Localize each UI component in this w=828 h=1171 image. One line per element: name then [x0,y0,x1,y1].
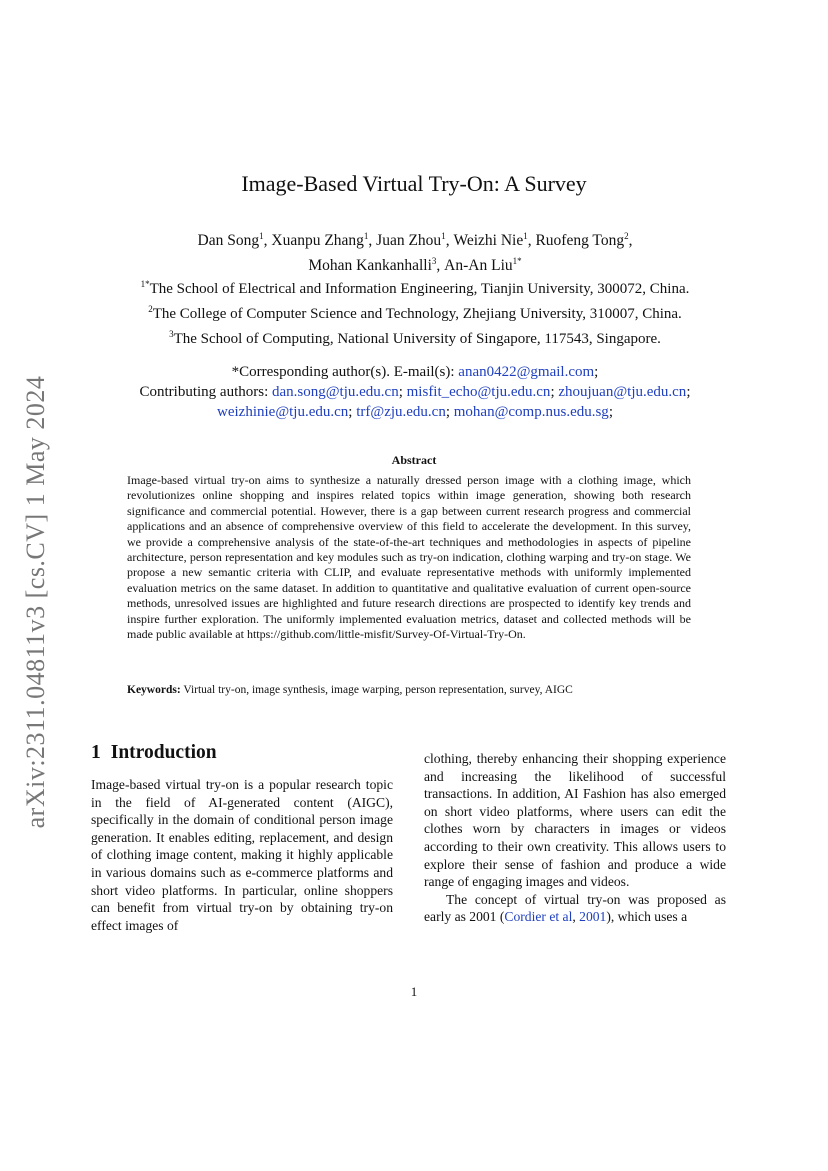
corresponding-email-link[interactable]: anan0422@gmail.com [458,364,595,380]
section-number: 1 [91,742,101,763]
section-heading [91,742,217,764]
affiliation [80,299,750,324]
keywords-label: Keywords: [127,684,181,696]
paragraph-text: The concept of virtual try-on was proposed as early as 2001 ( [424,891,726,925]
citation-separator: , [572,909,580,925]
author-name: An-An Liu [444,257,513,275]
affiliation-mark: 1* [140,279,150,289]
author: Xuanpu Zhang$^1$, [271,231,377,250]
section-title: Introduction [110,742,217,763]
author-name: Weizhi Nie [453,232,524,250]
author-name: Mohan Kankanhalli [308,257,432,275]
author: Mohan Kankanhalli$^3$, [308,256,445,275]
author-affiliation-mark: 1 [363,231,369,241]
contributing-label: Contributing authors: [139,384,269,400]
contributing-line: Contributing authors: dan.song@tju.edu.cn; misfit_echo@tju.edu.cn; zhoujuan@tju.edu.cn; [139,384,691,400]
affiliation-text: The School of Electrical and Information Engineering, Tianjin University, 300072, China. [149,281,690,297]
author-affiliation-mark: 1* [512,256,522,267]
correspondence-block [90,362,740,422]
affiliation [80,274,750,299]
affiliation-mark: 3 [169,329,174,339]
author-name: Dan Song [197,232,260,250]
affiliation-text: The School of Computing, National University of Singapore, 117543, Singapore. [173,331,661,347]
author [444,257,521,274]
author-affiliation-mark: 1 [259,231,264,241]
author: Dan Song$^1$, [197,231,272,250]
keywords-line [127,684,707,696]
arxiv-identifier-stamp [18,362,54,842]
body-paragraph: clothing, thereby enhancing their shopping experience and increasing the likelihood of successful transactions. In addition, AI Fashion has also emerged on short video platforms, where users can edit the clothes worn by characters in images or videos according to their own creativity. This allows users to explore their sense of fashion and produce a wide range of engaging images and videos. [424,751,726,890]
contributor-email-link[interactable]: trf@zju.edu.cn [356,404,446,420]
arxiv-identifier-text: arXiv:2311.04811v3 [cs.CV] 1 May 2024 [21,375,50,829]
affiliation-list [80,274,750,349]
author: Ruofeng Tong$^2$, [535,231,633,250]
affiliation-mark: 2 [148,304,153,314]
contributor-email-link[interactable]: dan.song@tju.edu.cn [272,384,399,400]
body-paragraph: Image-based virtual try-on is a popular research topic in the field of AI-generated content (AIGC), specifically in the domain of conditional person image generation. It enables editing, replacement, and design of clothing image content, making it highly applicable in various domains such as e-commerce platforms and short video platforms. In particular, online shoppers can benefit from virtual try-on by obtaining try-on effect images of [91,777,393,933]
contributor-email-link[interactable]: misfit_echo@tju.edu.cn [406,384,551,400]
author: Weizhi Nie$^1$, [453,231,536,250]
keywords-text: Virtual try-on, image synthesis, image warping, person representation, survey, AIGC [183,684,573,696]
abstract-text: Image-based virtual try-on aims to synthesize a naturally dressed person image with a clothing image, which revolutionizes online shopping and inspires related topics within image generation, showing both research significance and commercial potential. However, there is a gap between current research progress and commercial applications and an absence of comprehensive overview of this field to accelerate the development. In this survey, we provide a comprehensive analysis of the state-of-the-art techniques and methodologies in aspects of pipeline architecture, person representation and key modules such as try-on indication, clothing warping and try-on stage. We propose a new semantic criteria with CLIP, and evaluate representative methods with uniformly implemented evaluation metrics on the same dataset. In addition to quantitative and qualitative evaluation of current open-source methods, unresolved issues are highlighted and future research directions are prospected to identify key trends and inspire further exploration. The uniformly implemented evaluation metrics, dataset and collected methods will be made public available at https://github.com/little-misfit/Survey-Of-Virtual-Try-On. [127,473,691,642]
author-name: Juan Zhou [376,232,442,250]
body-column-right [424,750,726,926]
author-affiliation-mark: 1 [523,231,528,241]
author-name: Ruofeng Tong [535,232,625,250]
body-paragraph [424,891,726,926]
contributing-line: weizhinie@tju.edu.cn; trf@zju.edu.cn; mohan@comp.nus.edu.sg; [217,404,613,420]
author-affiliation-mark: 2 [624,231,629,241]
author-affiliation-mark: 3 [431,256,437,267]
contributor-email-link[interactable]: weizhinie@tju.edu.cn [217,404,349,420]
contributor-email-link[interactable]: mohan@comp.nus.edu.sg [453,404,609,420]
corresponding-line: *Corresponding author(s). E-mail(s): anan0422@gmail.com; [231,364,599,380]
contributor-email-link[interactable]: zhoujuan@tju.edu.cn [558,384,687,400]
author-list [120,226,710,276]
citation-link[interactable]: Cordier et al [504,909,573,925]
author-affiliation-mark: 1 [441,231,446,241]
body-column-left [91,776,393,934]
page-number: 1 [410,984,418,999]
author: Juan Zhou$^1$, [376,231,454,250]
author-name: Xuanpu Zhang [271,232,364,250]
paper-title: Image-Based Virtual Try-On: A Survey [241,171,587,196]
affiliation-text: The College of Computer Science and Technology, Zhejiang University, 310007, China. [152,306,682,322]
citation-year-link[interactable]: 2001 [579,909,607,925]
affiliation [80,324,750,349]
abstract-heading: Abstract [391,453,437,467]
paragraph-text: ), which uses a [606,909,688,925]
corresponding-label: *Corresponding author(s). E-mail(s): [231,364,455,380]
